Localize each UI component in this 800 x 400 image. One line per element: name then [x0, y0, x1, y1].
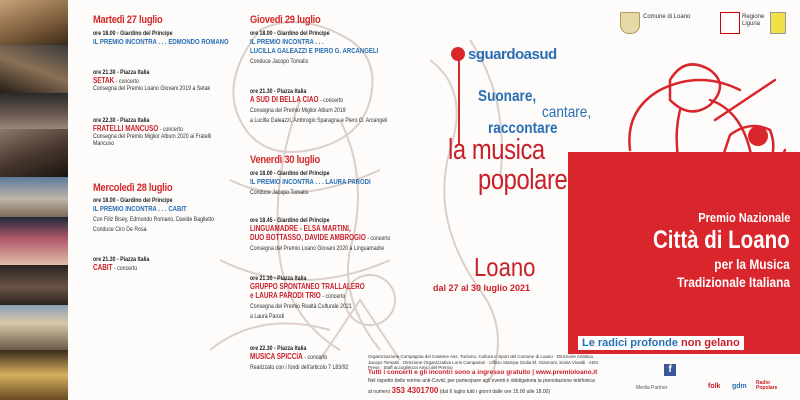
photo-thumbnail — [0, 129, 68, 178]
event: ore 18.00 - Giardino del Principe IL PREMIO INCONTRA . . . CABIT Con Fillz Bisey, Edmondo Romano, Davide Baglietto Conduce Ciro De Rosa — [93, 197, 215, 233]
photo-thumbnail — [0, 305, 68, 351]
event: ore 18.45 - Giardino del Principe LINGUAMADRE - ELSA MARTINI, DUO BOTTASSO, DAVIDE AMBROGIO - concerto Consegna del Premio Loano Giovani 2020 a Linguamadre — [250, 217, 391, 252]
photo-thumbnail — [0, 265, 68, 306]
event: ore 22.30 - Piazza Italia MUSICA SPICCIA - concerto Realizzato con i fondi dell'articolo 7 L83/92 — [250, 345, 349, 371]
sponsor-logo-icon — [770, 12, 786, 34]
motto: Le radici profonde non gelano — [578, 336, 744, 350]
event: ore 21.30 - Piazza Italia SETAK - concerto Consegna del Premio Loano Giovani 2019 a Setak — [93, 69, 211, 92]
tagline-line: Suonare, — [478, 88, 537, 105]
day-heading: Mercoledì 28 luglio — [93, 182, 173, 194]
sponsor-label: Regione Liguria — [742, 14, 765, 27]
sponsor-label: Comune di Loano — [643, 14, 691, 20]
event: ore 21.30 - Piazza Italia GRUPPO SPONTANEO TRALLALERO e LAURA PARODI TRIO - concerto Consegna del Premio Realtà Culturale 2021 a Laura Parodi — [250, 275, 365, 320]
prize-line: per la Musica — [714, 256, 790, 272]
prize-line: Tradizionale Italiana — [676, 274, 790, 290]
photo-thumbnail — [0, 350, 68, 400]
day-heading: Martedì 27 luglio — [93, 14, 163, 26]
partner-logo: folk — [708, 383, 721, 390]
region-flag-icon — [720, 12, 740, 34]
event: ore 22.30 - Piazza Italia FRATELLI MANCUSO - concerto Consegna del Premio Miglior Album 2020 ai Fratelli Mancuso — [93, 117, 212, 147]
prize-line: Premio Nazionale — [697, 210, 790, 225]
photo-thumbnail — [0, 217, 68, 266]
event: ore 18.00 - Giardino del Principe IL PREMIO INCONTRA . . . LUCILLA GALEAZZI E PIERO G. ARCANGELI Conduce Jacopo Tomatis — [250, 30, 379, 65]
phone-number: 353 4301700 — [391, 386, 439, 395]
credits-text: Organizzazione Compagnia del Cantiere Ass. Turismo, Cultura e Sport del Comune di Loano · Direzione Artistica Jacopo Tomatis · Direzione Organizzativa Loris Campanari · Ufficio Stampa Giulia M. Giannoni, Sonia Vivaldi · ADG Press · Staff accoglienza Amici del Premio — [368, 354, 599, 370]
tagline-line: la musica — [448, 134, 545, 166]
tagline-line: popolare — [478, 164, 568, 196]
tagline-line: raccontare — [488, 120, 558, 137]
partner-logo: Radio Popolare — [756, 380, 778, 391]
location-dates: dal 27 al 30 luglio 2021 — [433, 283, 531, 293]
coat-of-arms-icon — [620, 12, 640, 34]
prize-line: Città di Loano — [653, 226, 790, 254]
brand-name: sguardoasud — [468, 46, 557, 63]
photo-thumbnail — [0, 0, 68, 46]
prize-panel — [568, 152, 800, 354]
partner-logo: gdm — [732, 383, 747, 390]
booking-notice: Nel rispetto delle norme anti-Covid, per partecipare agli eventi è obbligatoria la prenotazione telefonica — [368, 378, 595, 384]
day-heading: Venerdì 30 luglio — [250, 154, 320, 166]
event: ore 21.30 - Piazza Italia A SUD DI BELLA CIAO - concerto Consegna del Premio Miglior Album 2019 a Lucilla Galeazzi, Ambrogio Sparagna e Piero G. Arcangeli — [250, 88, 388, 124]
facebook-icon[interactable]: f — [664, 364, 676, 376]
free-entry-notice: Tutti i concerti e gli incontri sono a ingresso gratuito | www.premioloano.it — [368, 369, 598, 376]
event: ore 18.00 - Giardino del Principe IL PREMIO INCONTRA . . . EDMONDO ROMANO — [93, 30, 229, 46]
day-heading: Giovedì 29 luglio — [250, 14, 321, 26]
brand-line — [458, 54, 460, 144]
photo-thumbnail — [0, 45, 68, 94]
tagline-line: cantare, — [542, 104, 592, 121]
phone-line: al numero 353 4301700 (dal 6 luglio tutti i giorni dalle ore 15.00 alle 18.00) — [368, 386, 551, 395]
event: ore 18.00 - Giardino del Principe IL PREMIO INCONTRA . . . LAURA PARODI Conduce Jacopo Tomatis — [250, 170, 371, 196]
photo-thumbnail — [0, 177, 68, 218]
media-partner-label: Media Partner — [636, 385, 668, 391]
location-city: Loano — [474, 252, 536, 282]
photo-thumbnail — [0, 93, 68, 130]
event: ore 21.30 - Piazza Italia CABIT - concerto — [93, 256, 150, 272]
